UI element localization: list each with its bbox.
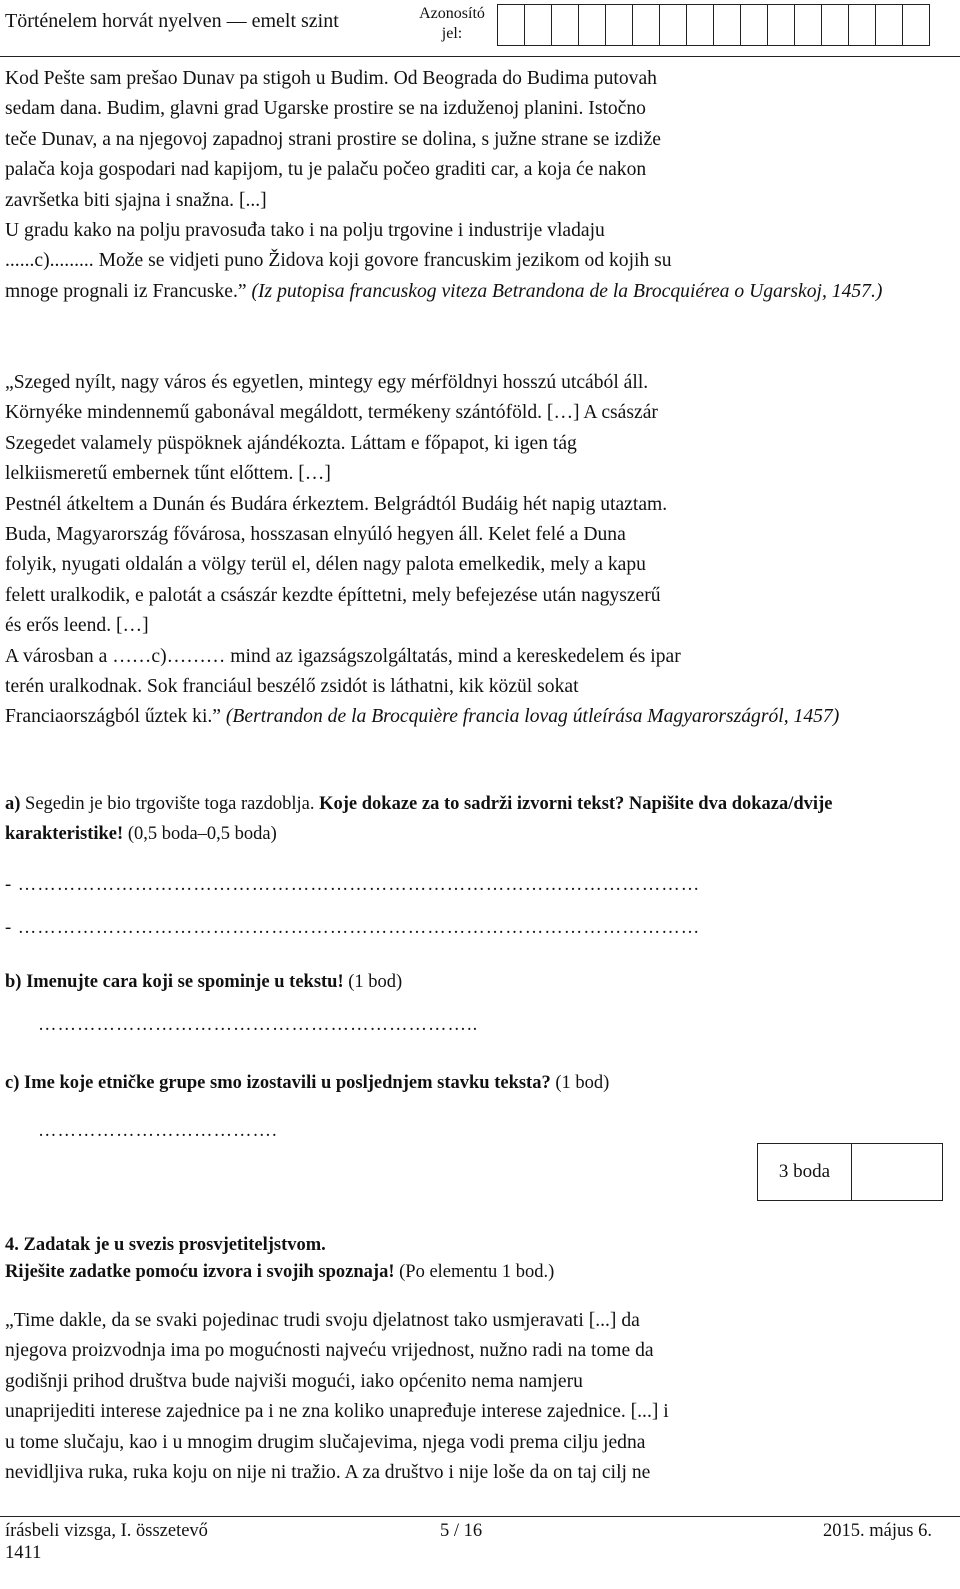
id-box[interactable] xyxy=(794,4,822,46)
task-heading: 4. Zadatak je u svezis prosvjetiteljstvom. xyxy=(5,1235,326,1255)
id-box[interactable] xyxy=(740,4,768,46)
source-line: A városban a ……c)……… mind az igazságszolgáltatás, mind a kereskedelem és ipar xyxy=(5,645,681,667)
score-box xyxy=(757,1143,943,1201)
question-points: (0,5 boda–0,5 boda) xyxy=(127,824,277,844)
source-line: Franciaországból űztek ki.” xyxy=(5,706,221,728)
id-box[interactable] xyxy=(686,4,714,46)
question-prompt: Koje dokaze za to sadrži izvorni tekst? Napišite dva dokaza/dvije karakteristike! xyxy=(5,794,833,844)
source-text-croatian xyxy=(5,64,931,307)
id-label-line2: jel: xyxy=(441,25,463,42)
id-box[interactable] xyxy=(848,4,876,46)
source-text-task4 xyxy=(5,1306,931,1488)
source-line: mnoge prognali iz Francuske.” xyxy=(5,280,247,302)
id-box[interactable] xyxy=(821,4,849,46)
source-line: njegova proizvodnja ima po mogućnosti najveću vrijednost, nužno radi na tome da xyxy=(5,1340,654,1362)
question-prompt: b) Imenujte cara koji se spominje u tekstu! xyxy=(5,972,344,992)
source-line: godišnji prihod društva bude najviši mogući, iako općenito nema namjeru xyxy=(5,1370,583,1392)
task4-header xyxy=(5,1232,931,1286)
answer-line[interactable]: - …………………………………………………………………………………………… xyxy=(5,875,701,895)
answer-line[interactable]: ………………………………………………………….. xyxy=(38,1015,479,1035)
footer-date: 2015. május 6. xyxy=(823,1521,932,1541)
source-line: Buda, Magyarország fővárosa, hosszasan elnyúló hegyen áll. Kelet felé a Duna xyxy=(5,524,626,546)
footer-page-number: 5 / 16 xyxy=(440,1521,483,1541)
source-line: ......c)......... Može se vidjeti puno Židova koji govore francuskim jezikom od kojih su xyxy=(5,250,672,272)
source-line: „Time dakle, da se svaki pojedinac trudi svoju djelatnost tako usmjeravati [...] da xyxy=(5,1310,640,1331)
question-intro: Segedin je bio trgovište toga razdoblja. xyxy=(25,794,315,814)
source-line: „Szeged nyílt, nagy város és egyetlen, mintegy egy mérföldnyi hosszú utcából áll. xyxy=(5,372,649,393)
source-line: U gradu kako na polju pravosuđa tako i na polju trgovine i industrije vladaju xyxy=(5,220,605,242)
source-line: lelkiismeretű embernek tűnt előttem. […] xyxy=(5,463,331,485)
source-line: Kod Pešte sam prešao Dunav pa stigoh u Budim. Od Beograda do Budima putovah xyxy=(5,68,657,89)
source-text-hungarian xyxy=(5,368,931,733)
id-box[interactable] xyxy=(578,4,606,46)
task-points: (Po elementu 1 bod.) xyxy=(399,1262,555,1282)
question-points: (1 bod) xyxy=(555,1073,610,1093)
score-label: 3 boda xyxy=(758,1144,852,1200)
source-line: nevidljiva ruka, ruka koju on nije ni tražio. A za društvo i nije loše da on taj cilj ne xyxy=(5,1462,651,1484)
id-box[interactable] xyxy=(524,4,552,46)
question-label: a) xyxy=(5,794,21,814)
source-line: unaprijediti interese zajednice pa i ne zna koliko unapređuje interese zajednice. [...] i xyxy=(5,1401,669,1423)
source-line: Környéke mindennemű gabonával megáldott, termékeny szántóföld. […] A császár xyxy=(5,402,658,424)
source-line: teče Dunav, a na njegovoj zapadnoj strani prostire se dolina, s južne strane se izdiže xyxy=(5,128,661,150)
id-box[interactable] xyxy=(659,4,687,46)
id-box[interactable] xyxy=(605,4,633,46)
task-instruction: Riješite zadatke pomoću izvora i svojih spoznaja! xyxy=(5,1262,395,1282)
id-box[interactable] xyxy=(713,4,741,46)
id-box[interactable] xyxy=(497,4,525,46)
question-b xyxy=(5,967,931,997)
source-line: palača koja gospodari nad kapijom, tu je palaču počeo graditi car, a koja će nakon xyxy=(5,159,647,181)
id-box[interactable] xyxy=(875,4,903,46)
id-label-line1: Azonosító xyxy=(419,5,485,22)
source-line-with-citation xyxy=(5,702,931,732)
source-citation: (Iz putopisa francuskog viteza Betrandona de la Brocquiérea o Ugarskoj, 1457.) xyxy=(251,280,883,302)
score-field[interactable] xyxy=(852,1144,942,1200)
id-box[interactable] xyxy=(767,4,795,46)
header-title: Történelem horvát nyelven — emelt szint xyxy=(5,10,339,32)
source-line: u tome slučaju, kao i u mnogim drugim slučajevima, njega vodi prema cilju jedna xyxy=(5,1431,646,1453)
source-line: Pestnél átkeltem a Dunán és Budára érkeztem. Belgrádtól Budáig hét napig utaztam. xyxy=(5,493,668,515)
answer-line[interactable]: ………………………………. xyxy=(38,1121,278,1141)
page-header xyxy=(0,0,960,56)
id-box[interactable] xyxy=(632,4,660,46)
source-line: Szegedet valamely püspöknek ajándékozta. Láttam e főpapot, ki igen tág xyxy=(5,432,577,454)
source-line: és erős leend. […] xyxy=(5,615,149,637)
source-line-with-citation xyxy=(5,277,931,307)
question-a xyxy=(5,789,931,849)
source-line: završetka biti sjajna i snažna. [...] xyxy=(5,189,267,211)
footer-rule xyxy=(0,1516,960,1517)
id-label xyxy=(413,4,491,44)
question-points: (1 bod) xyxy=(348,972,403,992)
source-line: terén uralkodnak. Sok franciául beszélő zsidót is láthatni, kik közül sokat xyxy=(5,676,579,698)
id-boxes xyxy=(498,4,930,46)
id-box[interactable] xyxy=(902,4,930,46)
footer-left xyxy=(5,1520,208,1564)
source-line: sedam dana. Budim, glavni grad Ugarske prostire se na izduženoj planini. Istočno xyxy=(5,98,646,120)
footer-code: 1411 xyxy=(5,1543,42,1563)
source-citation: (Bertrandon de la Brocquière francia lovag útleírása Magyarországról, 1457) xyxy=(225,706,840,728)
answer-line[interactable]: - …………………………………………………………………………………………… xyxy=(5,918,701,938)
question-prompt: c) Ime koje etničke grupe smo izostavili u posljednjem stavku teksta? xyxy=(5,1073,551,1093)
question-c xyxy=(5,1068,931,1098)
source-line: folyik, nyugati oldalán a völgy terül el, délen nagy palota emelkedik, mely a kapu xyxy=(5,554,646,576)
id-box[interactable] xyxy=(551,4,579,46)
header-rule xyxy=(0,56,960,57)
source-line: felett uralkodik, e palotát a császár kezdte építtetni, mely befejezése után nagyszerű xyxy=(5,584,661,606)
footer-exam-label: írásbeli vizsga, I. összetevő xyxy=(5,1521,208,1541)
